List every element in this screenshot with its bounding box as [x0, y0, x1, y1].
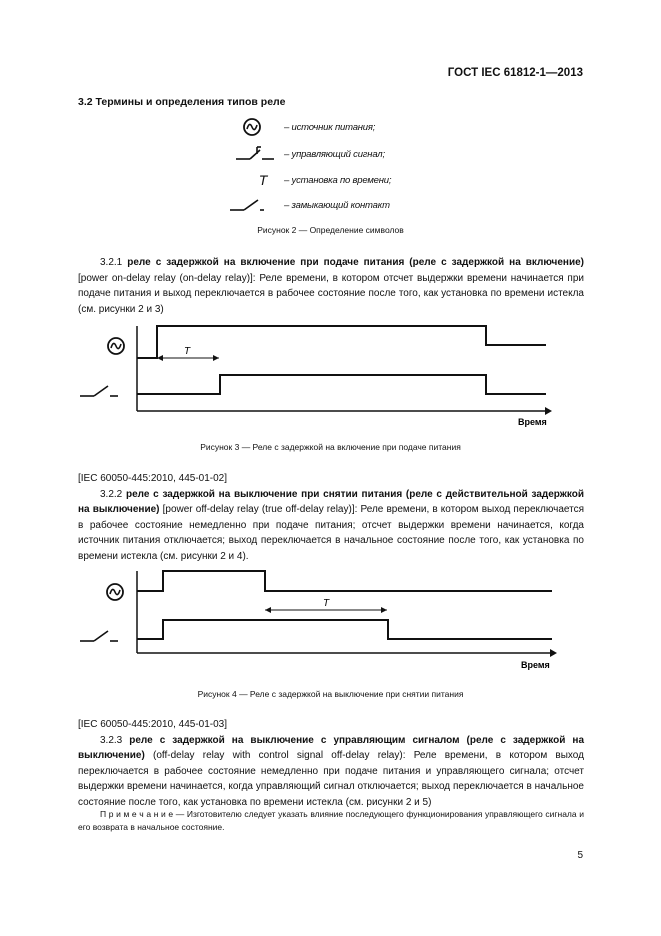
output-signal-trace [137, 375, 546, 394]
power-source-icon [107, 584, 123, 600]
legend-label: – замыкающий контакт [284, 199, 390, 211]
figure4-caption: Рисунок 4 — Реле с задержкой на выключение при снятии питания [197, 689, 464, 699]
power-signal-trace [137, 326, 546, 358]
term-number: 3.2.3 [100, 734, 123, 746]
time-setting-symbol: T [258, 172, 268, 188]
term-number: 3.2.1 [100, 257, 123, 268]
power-source-icon [108, 338, 124, 354]
figure3-timing-diagram [0, 318, 661, 433]
legend-item-power [230, 117, 375, 137]
term-321 [78, 255, 584, 317]
legend-item-contact [230, 195, 390, 215]
make-contact-icon [80, 631, 118, 641]
standard-header: ГОСТ IEC 61812-1—2013 [447, 67, 583, 79]
term-text: [power off-delay relay (true off-delay relay)]: Реле времени, в котором выход переключается в рабочее состояние немедленно при подаче питания; отсчет выдержки времени начинается, когда источник питания отключается; выход переключается в начальное состояние после того, как установка по времени истекла (см. рисунки 2 и 4). [78, 504, 585, 562]
time-axis-label: Время [521, 660, 550, 670]
delay-label: T [323, 598, 330, 609]
section-title: 3.2 Термины и определения типов реле [78, 96, 286, 108]
term-reference: [IEC 60050-445:2010, 445-01-03] [78, 719, 227, 730]
power-signal-trace [137, 571, 552, 591]
term-number: 3.2.2 [100, 488, 123, 500]
legend-label: – установка по времени; [284, 174, 392, 186]
time-axis-label: Время [518, 417, 547, 427]
make-contact-icon [230, 195, 284, 215]
legend-item-control [230, 144, 385, 164]
legend-label: – источник питания; [284, 121, 376, 133]
make-contact-icon [80, 386, 118, 396]
delay-label: T [184, 346, 191, 357]
control-signal-icon [230, 144, 284, 164]
term-title: реле с задержкой на выключение при снятии питания (реле с действительной задержкой на выключение) [78, 488, 585, 515]
legend-item-time [230, 170, 391, 190]
term-322 [78, 471, 584, 564]
note: П р и м е ч а н и е — Изготовителю следует указать влияние последующего функционирования управляющего сигнала и его возврата в начальное состояние. [78, 809, 584, 832]
figure4-timing-diagram [0, 565, 661, 680]
figure3-caption: Рисунок 3 — Реле с задержкой на включение при подаче питания [200, 442, 461, 452]
time-setting-icon [230, 170, 284, 190]
term-323 [78, 717, 584, 810]
term-reference: [IEC 60050-445:2010, 445-01-02] [78, 473, 227, 484]
term-text: [power on-delay relay (on-delay relay)]: Реле времени, в котором отсчет выдержки времени начинается при подаче питания и выход переключается в рабочее состояние после того, как установка по времени истекла (см. рисунки 2 и 3) [78, 272, 584, 315]
legend-label: – управляющий сигнал; [284, 148, 385, 160]
page-number: 5 [577, 850, 583, 861]
term-text: (off-delay relay with control signal off-delay relay): Реле времени, в котором выход переключается в рабочее состояние немедленно при подаче питания и управляющего сигнала; отсчет выдержки времени начинается, когда управляющий сигнал отключается; выход переключается в начальное состояние после того, как установка по времени истекла (см. рисунки 2 и 5) [78, 750, 584, 808]
figure2-caption: Рисунок 2 — Определение символов [257, 225, 404, 235]
term-title: реле с задержкой на выключение с управляющим сигналом (реле с задержкой на выключение) [78, 734, 585, 761]
output-signal-trace [137, 620, 552, 639]
term-title: реле с задержкой на включение при подаче питания (реле с задержкой на включение) [127, 257, 585, 268]
power-source-icon [230, 117, 284, 137]
